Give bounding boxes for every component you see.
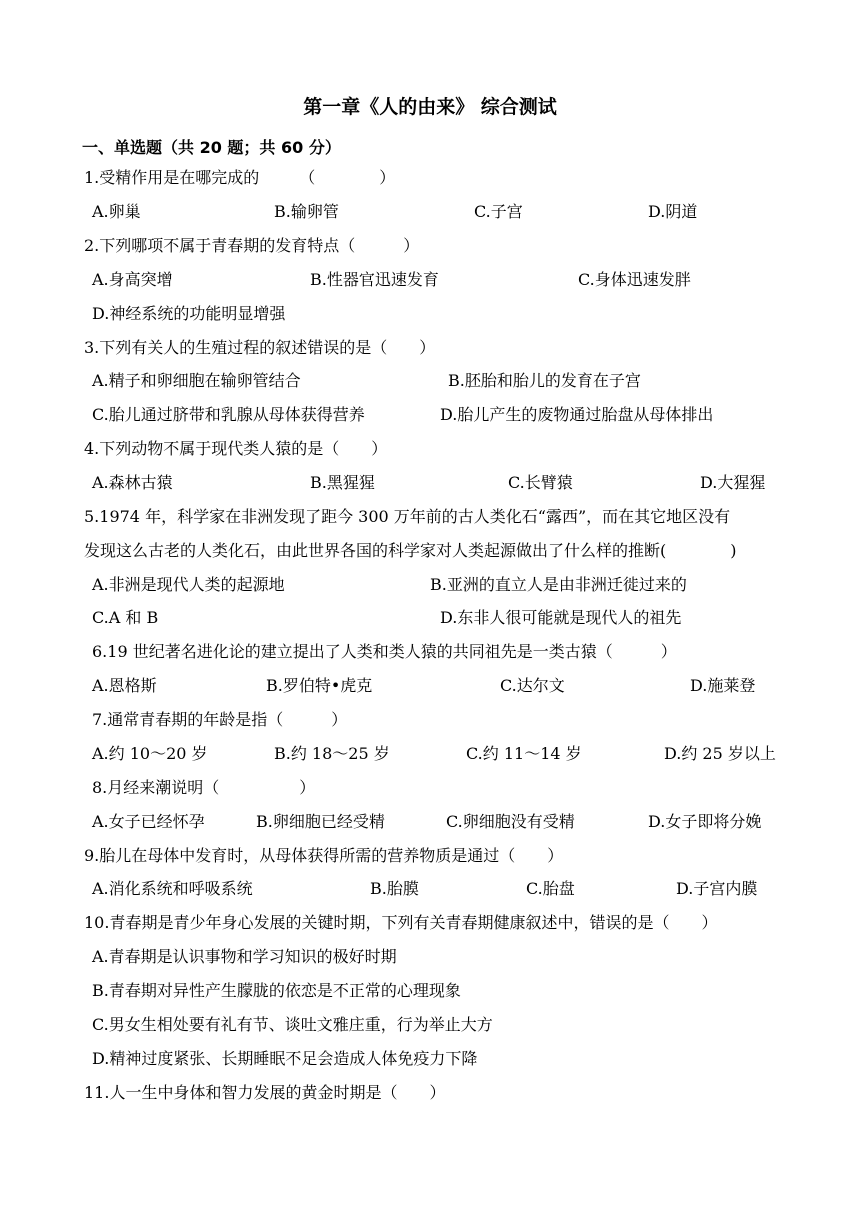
option-d: D.女子即将分娩: [648, 812, 762, 831]
page-title: 第一章《人的由来》 综合测试: [303, 96, 557, 118]
question-stem: 4.下列动物不属于现代类人猿的是（ ）: [84, 439, 388, 458]
option-c: C.卵细胞没有受精: [446, 812, 575, 831]
option-b: B.黑猩猩: [310, 473, 375, 492]
question-stem: 10.青春期是青少年身心发展的关键时期，下列有关青春期健康叙述中，错误的是（ ）: [84, 913, 718, 932]
option-c: C.A 和 B: [92, 608, 159, 627]
option-d: D.大猩猩: [700, 473, 766, 492]
option-a: A.女子已经怀孕: [92, 812, 205, 831]
option-d: D.子宫内膜: [676, 879, 758, 898]
option-c: C.胎儿通过脐带和乳腺从母体获得营养: [92, 405, 365, 424]
option-d: D.神经系统的功能明显增强: [92, 304, 286, 323]
question-stem: 1.受精作用是在哪完成的 （ ）: [84, 168, 396, 187]
question-stem: 11.人一生中身体和智力发展的黄金时期是（ ）: [84, 1083, 446, 1102]
option-d: D.胎儿产生的废物通过胎盘从母体排出: [440, 405, 714, 424]
question-stem-continued: 发现这么古老的人类化石，由此世界各国的科学家对人类起源做出了什么样的推断( ): [84, 541, 737, 560]
option-b: B.罗伯特•虎克: [266, 676, 373, 695]
option-a: A.约 10～20 岁: [92, 744, 208, 763]
question-stem: 3.下列有关人的生殖过程的叙述错误的是（ ）: [84, 338, 436, 357]
option-a: A.恩格斯: [92, 676, 157, 695]
option-d: D.阴道: [648, 202, 698, 221]
option-d: D.约 25 岁以上: [664, 744, 776, 763]
option-a: A.精子和卵细胞在输卵管结合: [92, 371, 301, 390]
option-c: C.达尔文: [500, 676, 565, 695]
question-stem: 7.通常青春期的年龄是指（ ）: [92, 710, 348, 729]
option-a: A.卵巢: [92, 202, 141, 221]
section-heading: 一、单选题（共 20 题；共 60 分）: [82, 138, 341, 157]
option-b: B.胚胎和胎儿的发育在子宫: [448, 371, 641, 390]
option-c: C.男女生相处要有礼有节、谈吐文雅庄重，行为举止大方: [92, 1015, 493, 1034]
option-a: A.森林古猿: [92, 473, 173, 492]
question-stem: 2.下列哪项不属于青春期的发育特点（ ）: [84, 236, 420, 255]
option-c: C.长臂猿: [508, 473, 573, 492]
option-b: B.亚洲的直立人是由非洲迁徙过来的: [430, 575, 687, 594]
option-b: B.卵细胞已经受精: [256, 812, 385, 831]
question-stem: 9.胎儿在母体中发育时，从母体获得所需的营养物质是通过（ ）: [84, 846, 564, 865]
option-a: A.青春期是认识事物和学习知识的极好时期: [92, 947, 397, 966]
option-d: D.精神过度紧张、长期睡眠不足会造成人体免疫力下降: [92, 1049, 478, 1068]
option-d: D.施莱登: [690, 676, 756, 695]
option-b: B.青春期对异性产生朦胧的依恋是不正常的心理现象: [92, 981, 461, 1000]
option-c: C.约 11～14 岁: [466, 744, 582, 763]
question-stem: 8.月经来潮说明（ ）: [92, 778, 316, 797]
option-b: B.胎膜: [370, 879, 419, 898]
question-stem: 6.19 世纪著名进化论的建立提出了人类和类人猿的共同祖先是一类古猿（ ）: [92, 642, 677, 661]
option-b: B.输卵管: [274, 202, 339, 221]
option-d: D.东非人很可能就是现代人的祖先: [440, 608, 682, 627]
option-c: C.胎盘: [526, 879, 575, 898]
option-b: B.性器官迅速发育: [310, 270, 439, 289]
option-c: C.身体迅速发胖: [578, 270, 691, 289]
question-stem: 5.1974 年，科学家在非洲发现了距今 300 万年前的古人类化石“露西”，而在其它地区没有: [84, 507, 731, 526]
option-a: A.消化系统和呼吸系统: [92, 879, 253, 898]
option-a: A.非洲是现代人类的起源地: [92, 575, 285, 594]
option-a: A.身高突增: [92, 270, 173, 289]
option-c: C.子宫: [474, 202, 523, 221]
option-b: B.约 18～25 岁: [274, 744, 390, 763]
